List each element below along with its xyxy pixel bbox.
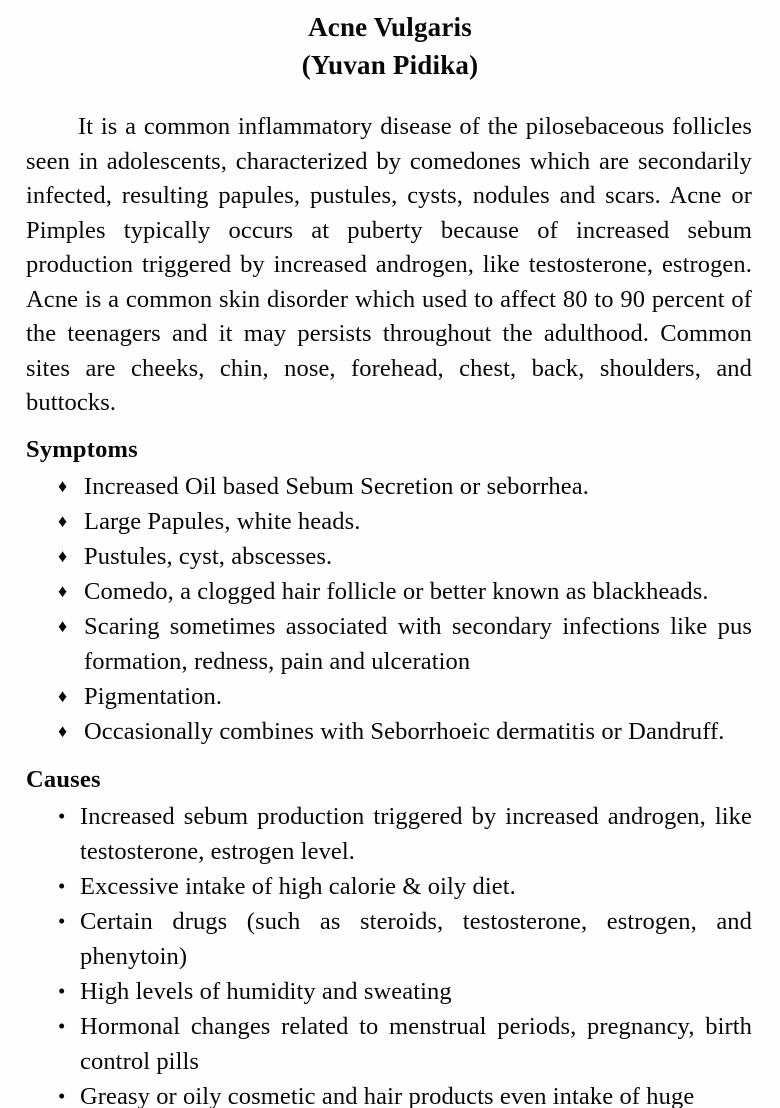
list-item-label: Hormonal changes related to menstrual periods, pregnancy, birth control pills (80, 1012, 752, 1075)
diamond-bullet-icon: ♦ (58, 580, 68, 601)
list-item (58, 609, 752, 679)
list-item (58, 714, 752, 749)
intro-paragraph: It is a common inflammatory disease of the pilosebaceous follicles seen in adolescents, characterized by comedones which are secondarily infected, resulting papules, pustules, cysts, nodules and scars. Acne or Pimples typically occurs at puberty because of increased sebum production triggered by increased androgen, like testosterone, estrogen. Acne is a common skin disorder which used to affect 80 to 90 percent of the teenagers and it may persists throughout the adulthood. Common sites are cheeks, chin, nose, forehead, chest, back, shoulders, and buttocks. (26, 113, 752, 416)
list-item-label: Excessive intake of high calorie & oily diet. (80, 872, 516, 900)
round-bullet-icon: • (58, 1083, 66, 1108)
list-item-label: High levels of humidity and sweating (80, 977, 452, 1005)
page-title-line-2: (Yuvan Pidika) (301, 50, 479, 80)
round-bullet-icon: • (58, 1013, 66, 1038)
causes-list (0, 799, 780, 1108)
list-item-label: Certain drugs (such as steroids, testosterone, estrogen, and phenytoin) (80, 907, 752, 970)
list-item (58, 869, 752, 904)
list-item (58, 574, 752, 609)
diamond-bullet-icon: ♦ (58, 720, 68, 741)
list-item (58, 504, 752, 539)
diamond-bullet-icon: ♦ (58, 545, 68, 566)
round-bullet-icon: • (58, 873, 66, 898)
diamond-bullet-icon: ♦ (58, 685, 68, 706)
list-item (58, 679, 752, 714)
section-heading-symptoms: Symptoms (26, 435, 138, 463)
list-item (58, 799, 752, 869)
round-bullet-icon: • (58, 978, 66, 1003)
list-item (58, 539, 752, 574)
list-item (58, 974, 752, 1009)
list-item (58, 1079, 752, 1108)
diamond-bullet-icon: ♦ (58, 510, 68, 531)
page-title (0, 0, 780, 84)
diamond-bullet-icon: ♦ (58, 475, 68, 496)
list-item-label: Comedo, a clogged hair follicle or better known as blackheads. (84, 577, 709, 605)
list-item-label: Increased sebum production triggered by increased androgen, like testosterone, estrogen level. (80, 802, 752, 865)
list-item (58, 904, 752, 974)
list-item (58, 469, 752, 504)
symptoms-list (0, 469, 780, 749)
round-bullet-icon: • (58, 908, 66, 933)
round-bullet-icon: • (58, 803, 66, 828)
list-item-label: Occasionally combines with Seborrhoeic dermatitis or Dandruff. (84, 717, 725, 745)
diamond-bullet-icon: ♦ (58, 615, 68, 636)
list-item-label: Scaring sometimes associated with secondary infections like pus formation, redness, pain and ulceration (84, 612, 752, 675)
list-item (58, 1009, 752, 1079)
page-title-line-1: Acne Vulgaris (308, 12, 472, 42)
list-item-label: Pustules, cyst, abscesses. (84, 542, 333, 570)
section-heading-causes: Causes (26, 765, 101, 793)
list-item-label: Greasy or oily cosmetic and hair products even intake of huge (80, 1082, 695, 1108)
list-item-label: Large Papules, white heads. (84, 507, 361, 535)
list-item-label: Increased Oil based Sebum Secretion or seborrhea. (84, 472, 589, 500)
list-item-label: Pigmentation. (84, 682, 223, 710)
